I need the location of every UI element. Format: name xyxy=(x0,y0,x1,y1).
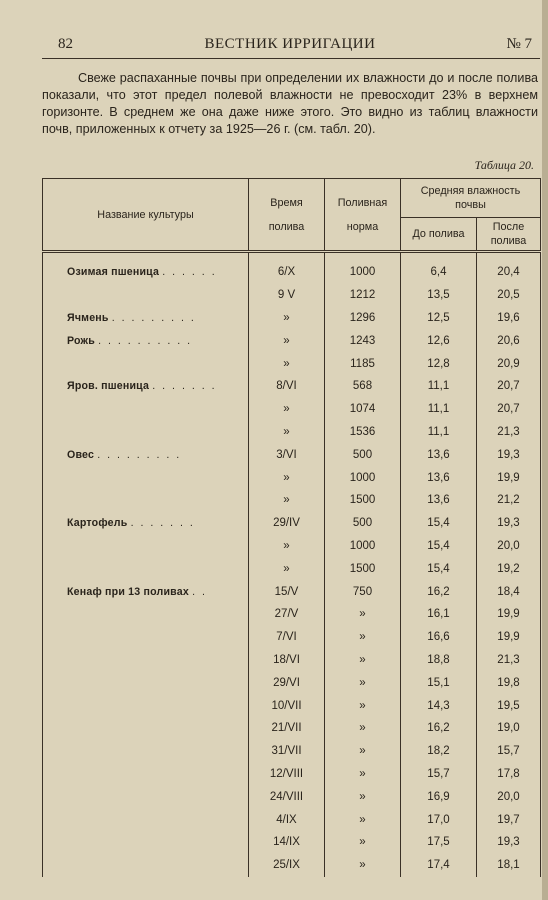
table-row xyxy=(43,307,541,330)
norm-cell: 500 xyxy=(325,443,401,466)
after-cell: 19,8 xyxy=(477,671,541,694)
culture-cell xyxy=(43,717,249,740)
leader-dots: . . . . . . . xyxy=(152,380,217,393)
norm-cell: 1074 xyxy=(325,398,401,421)
norm-cell: » xyxy=(325,694,401,717)
culture-cell xyxy=(43,626,249,649)
leader-dots: . . xyxy=(192,585,207,598)
table-row xyxy=(43,831,541,854)
before-cell: 6,4 xyxy=(401,252,477,284)
after-cell: 19,9 xyxy=(477,466,541,489)
header-before: До полива xyxy=(401,218,477,252)
norm-cell: » xyxy=(325,740,401,763)
norm-cell: 1000 xyxy=(325,535,401,558)
header-time: Время полива xyxy=(249,179,325,252)
norm-cell: 500 xyxy=(325,512,401,535)
table-row xyxy=(43,808,541,831)
culture-cell xyxy=(43,580,249,603)
table-row xyxy=(43,489,541,512)
norm-cell: 1500 xyxy=(325,557,401,580)
before-cell: 15,4 xyxy=(401,535,477,558)
table-caption: Таблица 20. xyxy=(474,158,534,172)
culture-cell xyxy=(43,740,249,763)
time-cell: 7/VI xyxy=(249,626,325,649)
page-number: 82 xyxy=(58,36,73,52)
culture-cell xyxy=(43,489,249,512)
norm-cell: 1000 xyxy=(325,466,401,489)
time-cell: 27/V xyxy=(249,603,325,626)
culture-cell xyxy=(43,785,249,808)
after-cell: 18,1 xyxy=(477,854,541,877)
after-cell: 19,3 xyxy=(477,831,541,854)
before-cell: 16,9 xyxy=(401,785,477,808)
culture-cell xyxy=(43,649,249,672)
culture-cell xyxy=(43,854,249,877)
norm-cell: 1000 xyxy=(325,252,401,284)
time-cell: 14/IX xyxy=(249,831,325,854)
table-row xyxy=(43,626,541,649)
time-cell: » xyxy=(249,421,325,444)
time-cell: » xyxy=(249,398,325,421)
time-cell: 31/VII xyxy=(249,740,325,763)
time-cell: 9 V xyxy=(249,284,325,307)
culture-name: Кенаф при 13 поливах xyxy=(67,585,189,598)
time-cell: 12/VIII xyxy=(249,763,325,786)
after-cell: 15,7 xyxy=(477,740,541,763)
time-cell: 4/IX xyxy=(249,808,325,831)
before-cell: 17,0 xyxy=(401,808,477,831)
journal-title: ВЕСТНИК ИРРИГАЦИИ xyxy=(204,36,376,52)
time-cell: » xyxy=(249,466,325,489)
header-rule xyxy=(42,58,540,59)
norm-cell: » xyxy=(325,626,401,649)
after-cell: 19,9 xyxy=(477,603,541,626)
before-cell: 12,6 xyxy=(401,329,477,352)
header-moisture: Средняя влажность почвы xyxy=(401,179,541,218)
time-cell: 25/IX xyxy=(249,854,325,877)
header-after: После полива xyxy=(477,218,541,252)
norm-cell: » xyxy=(325,854,401,877)
time-cell: 24/VIII xyxy=(249,785,325,808)
culture-name: Овес xyxy=(67,448,95,461)
norm-cell: 1296 xyxy=(325,307,401,330)
page-edge xyxy=(542,0,548,900)
page-header xyxy=(42,34,538,56)
time-cell: 6/X xyxy=(249,252,325,284)
after-cell: 19,2 xyxy=(477,557,541,580)
moisture-table xyxy=(42,178,541,877)
before-cell: 14,3 xyxy=(401,694,477,717)
before-cell: 18,2 xyxy=(401,740,477,763)
norm-cell: » xyxy=(325,717,401,740)
culture-name: Озимая пшеница xyxy=(67,266,160,279)
after-cell: 21,3 xyxy=(477,649,541,672)
issue-number: № 7 xyxy=(506,36,532,52)
after-cell: 21,3 xyxy=(477,421,541,444)
leader-dots: . . . . . . xyxy=(162,266,217,279)
culture-cell xyxy=(43,284,249,307)
time-cell: 18/VI xyxy=(249,649,325,672)
time-cell: 3/VI xyxy=(249,443,325,466)
culture-cell xyxy=(43,329,249,352)
table-row xyxy=(43,252,541,284)
norm-cell: » xyxy=(325,808,401,831)
before-cell: 13,6 xyxy=(401,443,477,466)
time-cell: » xyxy=(249,307,325,330)
table-row xyxy=(43,763,541,786)
culture-cell xyxy=(43,352,249,375)
time-cell: » xyxy=(249,352,325,375)
before-cell: 17,4 xyxy=(401,854,477,877)
after-cell: 20,5 xyxy=(477,284,541,307)
after-cell: 20,7 xyxy=(477,398,541,421)
norm-cell: 1500 xyxy=(325,489,401,512)
norm-cell: » xyxy=(325,831,401,854)
norm-cell: 1243 xyxy=(325,329,401,352)
culture-cell xyxy=(43,831,249,854)
table-row xyxy=(43,443,541,466)
culture-name: Картофель xyxy=(67,517,128,530)
culture-cell xyxy=(43,671,249,694)
before-cell: 13,6 xyxy=(401,466,477,489)
table-row xyxy=(43,512,541,535)
before-cell: 11,1 xyxy=(401,421,477,444)
leader-dots: . . . . . . . . . xyxy=(97,448,182,461)
time-cell: 29/VI xyxy=(249,671,325,694)
culture-cell xyxy=(43,808,249,831)
culture-cell xyxy=(43,535,249,558)
after-cell: 18,4 xyxy=(477,580,541,603)
before-cell: 16,1 xyxy=(401,603,477,626)
time-cell: 15/V xyxy=(249,580,325,603)
before-cell: 15,4 xyxy=(401,512,477,535)
norm-cell: 750 xyxy=(325,580,401,603)
table-row xyxy=(43,740,541,763)
after-cell: 19,3 xyxy=(477,512,541,535)
after-cell: 19,5 xyxy=(477,694,541,717)
norm-cell: » xyxy=(325,671,401,694)
header-norm: Поливная норма xyxy=(325,179,401,252)
before-cell: 15,7 xyxy=(401,763,477,786)
table-row xyxy=(43,284,541,307)
table-row xyxy=(43,649,541,672)
before-cell: 12,8 xyxy=(401,352,477,375)
table-row xyxy=(43,694,541,717)
leader-dots: . . . . . . . xyxy=(130,517,195,530)
before-cell: 13,6 xyxy=(401,489,477,512)
norm-cell: » xyxy=(325,785,401,808)
before-cell: 16,2 xyxy=(401,717,477,740)
before-cell: 13,5 xyxy=(401,284,477,307)
after-cell: 19,6 xyxy=(477,307,541,330)
norm-cell: 1212 xyxy=(325,284,401,307)
before-cell: 11,1 xyxy=(401,375,477,398)
culture-name: Ячмень xyxy=(67,311,109,324)
table-row xyxy=(43,466,541,489)
culture-cell xyxy=(43,466,249,489)
norm-cell: » xyxy=(325,603,401,626)
header-culture: Название культуры xyxy=(43,179,249,252)
table-row xyxy=(43,854,541,877)
after-cell: 19,3 xyxy=(477,443,541,466)
culture-cell xyxy=(43,375,249,398)
after-cell: 21,2 xyxy=(477,489,541,512)
table-row xyxy=(43,785,541,808)
after-cell: 19,0 xyxy=(477,717,541,740)
time-cell: 8/VI xyxy=(249,375,325,398)
after-cell: 20,0 xyxy=(477,785,541,808)
after-cell: 20,0 xyxy=(477,535,541,558)
culture-cell xyxy=(43,512,249,535)
before-cell: 12,5 xyxy=(401,307,477,330)
culture-cell xyxy=(43,763,249,786)
time-cell: » xyxy=(249,557,325,580)
leader-dots: . . . . . . . . . xyxy=(111,311,196,324)
culture-cell xyxy=(43,307,249,330)
table-row xyxy=(43,329,541,352)
before-cell: 15,1 xyxy=(401,671,477,694)
culture-cell xyxy=(43,398,249,421)
after-cell: 20,4 xyxy=(477,252,541,284)
table-body xyxy=(43,252,541,877)
table-row xyxy=(43,398,541,421)
before-cell: 18,8 xyxy=(401,649,477,672)
before-cell: 16,2 xyxy=(401,580,477,603)
table-row xyxy=(43,717,541,740)
table-row xyxy=(43,352,541,375)
norm-cell: 568 xyxy=(325,375,401,398)
norm-cell: » xyxy=(325,763,401,786)
moisture-table-container xyxy=(42,178,540,900)
paragraph-text: Свеже распаханные почвы при определении их влажности до и после полива показали, что этот предел полевой влажности не превосходит 23% в верхнем горизонте. В среднем же она даже ниже этого. Это видно из таблиц влажности почв, приложенных к отчету за 1925—26 г. (см. табл. 20). xyxy=(42,71,538,136)
after-cell: 19,7 xyxy=(477,808,541,831)
culture-name: Яров. пшеница xyxy=(67,380,150,393)
culture-cell xyxy=(43,557,249,580)
table-row xyxy=(43,580,541,603)
culture-cell xyxy=(43,694,249,717)
table-row xyxy=(43,557,541,580)
table-row xyxy=(43,421,541,444)
before-cell: 17,5 xyxy=(401,831,477,854)
culture-cell xyxy=(43,443,249,466)
table-row xyxy=(43,603,541,626)
after-cell: 20,9 xyxy=(477,352,541,375)
before-cell: 16,6 xyxy=(401,626,477,649)
norm-cell: » xyxy=(325,649,401,672)
culture-cell xyxy=(43,603,249,626)
table-row xyxy=(43,375,541,398)
after-cell: 20,6 xyxy=(477,329,541,352)
table-row xyxy=(43,535,541,558)
before-cell: 15,4 xyxy=(401,557,477,580)
culture-cell xyxy=(43,252,249,284)
before-cell: 11,1 xyxy=(401,398,477,421)
after-cell: 19,9 xyxy=(477,626,541,649)
after-cell: 20,7 xyxy=(477,375,541,398)
body-paragraph xyxy=(42,70,538,138)
time-cell: 10/VII xyxy=(249,694,325,717)
time-cell: 29/IV xyxy=(249,512,325,535)
time-cell: » xyxy=(249,489,325,512)
culture-name: Рожь xyxy=(67,334,95,347)
time-cell: » xyxy=(249,535,325,558)
culture-cell xyxy=(43,421,249,444)
leader-dots: . . . . . . . . . . xyxy=(98,334,193,347)
table-row xyxy=(43,671,541,694)
time-cell: » xyxy=(249,329,325,352)
norm-cell: 1536 xyxy=(325,421,401,444)
time-cell: 21/VII xyxy=(249,717,325,740)
norm-cell: 1185 xyxy=(325,352,401,375)
after-cell: 17,8 xyxy=(477,763,541,786)
